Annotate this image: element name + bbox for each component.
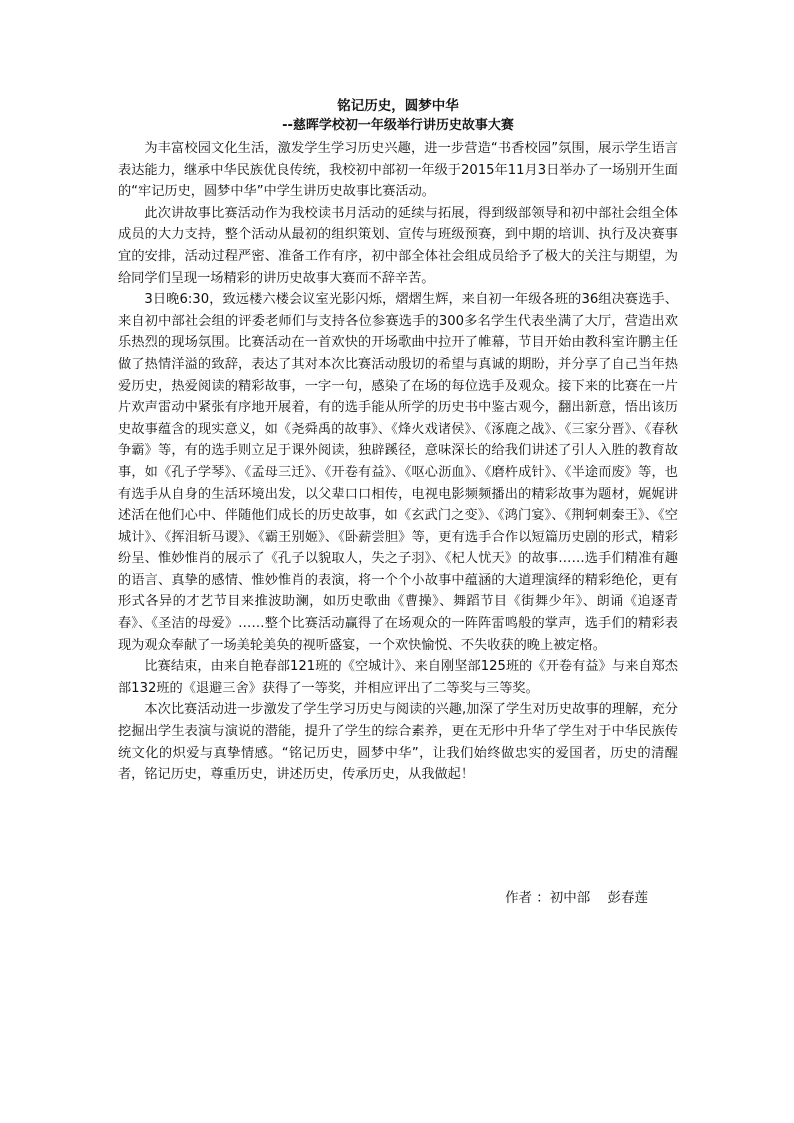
paragraph-conclusion: 本次比赛活动进一步激发了学生学习历史与阅读的兴趣,加深了学生对历史故事的理解，充分挖掘出学生表演与演说的潜能，提升了学生的综合素养，更在无形中升华了学生对于中华民族传统文化的炽爱与真挚情感。“铭记历史，圆梦中华”，让我们始终做忠实的爱国者，历史的清醒者，铭记历史，尊重历史，讲述历史，传承历史，从我做起！ bbox=[118, 702, 678, 783]
document-body bbox=[118, 96, 678, 786]
page-subtitle: --慈晖学校初一年级举行讲历史故事大赛 bbox=[282, 118, 514, 133]
paragraph-organization: 此次讲故事比赛活动作为我校读书月活动的延续与拓展，得到级部领导和初中部社会组全体成员的大力支持，整个活动从最初的组织策划、宣传与班级预赛，到中期的培训、执行及决赛事宜的安排，活动过程严密、准备工作有序，初中部全体社会组成员给予了极大的关注与期望，为给同学们呈现一场精彩的讲历史故事大赛而不辞辛苦。 bbox=[118, 205, 678, 286]
author-line: 作者 ：初中部 彭春莲 bbox=[505, 890, 648, 906]
paragraph-intro: 为丰富校园文化生活，激发学生学习历史兴趣，进一步营造“书香校园”氛围，展示学生语言表达能力，继承中华民族优良传统，我校初中部初一年级于2015年11月3日举办了一场别开生面的“牢记历史，圆梦中华”中学生讲历史故事比赛活动。 bbox=[118, 141, 678, 200]
page-title: 铭记历史，圆梦中华 bbox=[337, 98, 459, 114]
paragraph-event: 3日晚6:30，致远楼六楼会议室光影闪烁，熠熠生辉，来自初一年级各班的36组决赛选手、来自初中部社会组的评委老师们与支持各位参赛选手的300多名学生代表坐满了大厅，营造出欢乐热烈的现场氛围。比赛活动在一首欢快的开场歌曲中拉开了帷幕，节目开始由教科室许鹏主任做了热情洋溢的致辞，表达了其对本次比赛活动殷切的希望与真诚的期盼，并分享了自己当年热爱历史，热爱阅读的精彩故事，一字一句，感染了在场的每位选手及观众。接下来的比赛在一片片欢声雷动中紧张有序地开展着，有的选手能从所学的历史书中鉴古观今，翻出新意，悟出该历史故事蕴含的现实意义，如《尧舜禹的故事》、《烽火戏诸侯》、《涿鹿之战》、《三家分晋》、《春秋争霸》等，有的选手则立足于课外阅读，独辟蹊径，意味深长的给我们讲述了引人入胜的教育故事，如《孔子学琴》、《孟母三迁》、《开卷有益》、《呕心沥血》、《磨杵成针》、《半途而废》等，也有选手从自身的生活环境出发，以父辈口口相传，电视电影频频播出的精彩故事为题材，娓娓讲述活在他们心中、伴随他们成长的历史故事，如《玄武门之变》、《鸿门宴》、《荆轲刺秦王》、《空城计》、《挥泪斩马谡》、《霸王别姬》、《卧薪尝胆》等，更有选手合作以短篇历史剧的形式，精彩纷呈、惟妙惟肖的展示了《孔子以貌取人，失之子羽》、《杞人忧天》的故事……选手们精准有趣的语言、真挚的感情、惟妙惟肖的表演，将一个个小故事中蕴涵的大道理演绎的精彩绝伦，更有形式各异的才艺节目来推波助澜，如历史歌曲《曹操》、舞蹈节目《街舞少年》、朗诵《追逐青春》、《圣洁的母爱》……整个比赛活动赢得了在场观众的一阵阵雷鸣般的掌声，选手们的精彩表现为观众奉献了一场美轮美奂的视听盛宴，一个欢快愉悦、不失收获的晚上被定格。 bbox=[118, 292, 678, 653]
paragraph-results: 比赛结束，由来自艳春部121班的《空城计》、来自刚坚部125班的《开卷有益》与来自郑杰部132班的《退避三舍》获得了一等奖，并相应评出了二等奖与三等奖。 bbox=[118, 659, 678, 696]
